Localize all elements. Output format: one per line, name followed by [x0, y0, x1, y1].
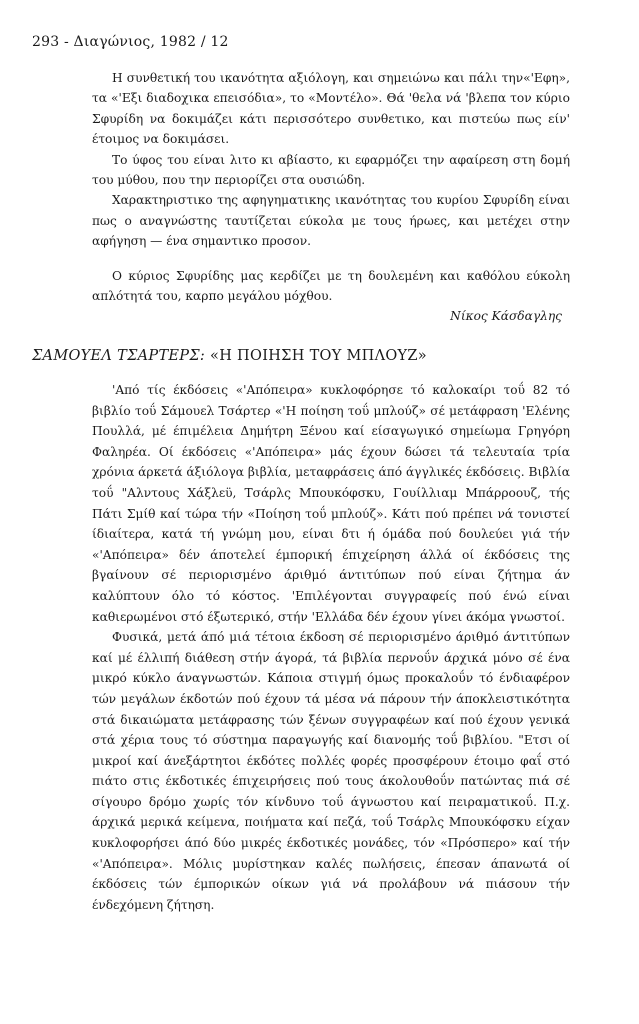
review2-title-work: «Η ΠΟΙΗΣΗ ΤΟΥ ΜΠΛΟΥΖ»: [210, 348, 427, 364]
review2-paragraph-2: Φυσικά, μετά άπό μιά τέτοια έκδοση σέ περιορισμένο άριθμό άντιτύπων καί μέ έλλιπή διάθεση στήν άγορά, τά βιβλία περνοΰν άρχικά μόνο σέ ένα μικρό κύκλο άναγνωστών. Κάποια στιγμή όμως προκαλοΰν τό ένδιαφέρον τών μεγάλων έκδοτών πού έχουν τά μέσα νά πάρουν τήν άποκλειστικότητα στά δικαιώματα μετάφρασης τών ξένων συγγραφέων καί πού έχουν γενικά στά χέρια τους τό σύστημα παραγωγής καί διανομής τοΰ βιβλίου. "Ετσι οί μικροί καί άνεξάρτητοι έκδότες πολλές φορές προσφέρουν έτοιμο φαΐ στό πιάτο στις έκδοτικές έπιχειρήσεις πού τους άκολουθοΰν πατώντας πιά σέ σίγουρο δρόμο χωρίς τόν κίνδυνο τοΰ άγνωστου καί πειραματικοΰ. Π.χ. άρχικά μερικά κείμενα, ποιήματα καί πεζά, τοΰ Τσάρλς Μπουκόφσκυ είχαν κυκλοφορήσει άπό δύο μικρές έκδοτικές μονάδες, τόν «Πρόσπερο» καί τήν «'Απόπειρα». Μόλις μυρίστηκαν καλές πωλήσεις, έπεσαν άπανωτά οί έκδόσεις τών έμπορικών οίκων γιά νά προλάβουν νά πιάσουν τήν ένδεχόμενη ζήτηση.: [92, 630, 570, 912]
running-head: 293 - Διαγώνιος, 1982 / 12: [32, 34, 229, 50]
review1-paragraph-2: Το ύφος του είναι λιτο κι αβίαστο, κι εφαρμόζει την αφαίρεση στη δομή του μύθου, που την περιορίζει στα ουσιώδη.: [92, 152, 570, 188]
review2-title-author: ΣΑΜΟΥΕΛ ΤΣΑΡΤΕΡΣ:: [32, 348, 206, 364]
review1-paragraph-4: Ο κύριος Σφυρίδης μας κερδίζει με τη δουλεμένη και καθόλου εύκολη απλότητά του, καρπο μεγάλου μόχθου.: [92, 268, 570, 304]
review2-paragraph-1: 'Από τίς έκδόσεις «'Απόπειρα» κυκλοφόρησε τό καλοκαίρι τοΰ 82 τό βιβλίο τοΰ Σάμουελ Τσάρτερ «'Η ποίηση τοΰ μπλούζ» σέ μετάφραση 'Ελένης Πουλλά, μέ έπιμέλεια Δημήτρη Ξένου καί είσαγωγικό σημείωμα Γρηγόρη Φαληρέα. Οί έκδόσεις «'Απόπειρα» μάς έχουν δώσει τά τελευταία τρία χρόνια άρκετά άξιόλογα βιβλία, μεταφράσεις άπό άγγλικές έκδόσεις. Βιβλία τοΰ "Αλντους Χάξλεϋ, Τσάρλς Μπουκόφσκυ, Γουίλλιαμ Μπάρροουζ, τής Πάτι Σμίθ καί τώρα τήν «Ποίηση τοΰ μπλούζ». Κάτι πού πρέπει νά τονιστεί ίδιαίτερα, κατά τή γνώμη μου, είναι δτι ή όμάδα πού δουλεύει γιά τήν «'Απόπειρα» δέν άποτελεί έμπορική έπιχείρηση άλλά οί έκδόσεις της βγαίνουν σέ περιορισμένο άριθμό άντιτύπων πού είναι ζήτημα άν καλύπτουν όλο τό κόστος. 'Επιλέγονται συγγραφείς πού ένώ είναι καθιερωμένοι στό έξωτερικό, στήν 'Ελλάδα δέν έχουν γίνει άκόμα γνωστοί.: [92, 383, 570, 624]
review1-paragraph-3: Χαρακτηριστικο της αφηγηματικης ικανότητας του κυρίου Σφυρίδη είναι πως ο αναγνώστης ταυτίζεται εύκολα με τους ήρωες, και μετέχει στην αφήγηση — ένα σημαντικο προσον.: [92, 193, 570, 249]
review-charters: [92, 380, 570, 915]
review-kasdaglis: [92, 68, 570, 327]
review2-title: [32, 348, 592, 364]
review1-paragraph-1: Η συνθετική του ικανότητα αξιόλογη, και σημειώνω και πάλι την«'Εφη», τα «'Εξι διαδοχικα επεισόδια», το «Μοντέλο». Θά 'θελα νά 'βλεπα τον κύριο Σφυρίδη να δοκιμάζει κάτι περισσότερο συνθετικο, και πιστεύω πως είν' έτοιμος να δοκιμάσει.: [92, 71, 570, 147]
review1-signature: Νίκος Κάσδαγλης: [450, 309, 562, 324]
